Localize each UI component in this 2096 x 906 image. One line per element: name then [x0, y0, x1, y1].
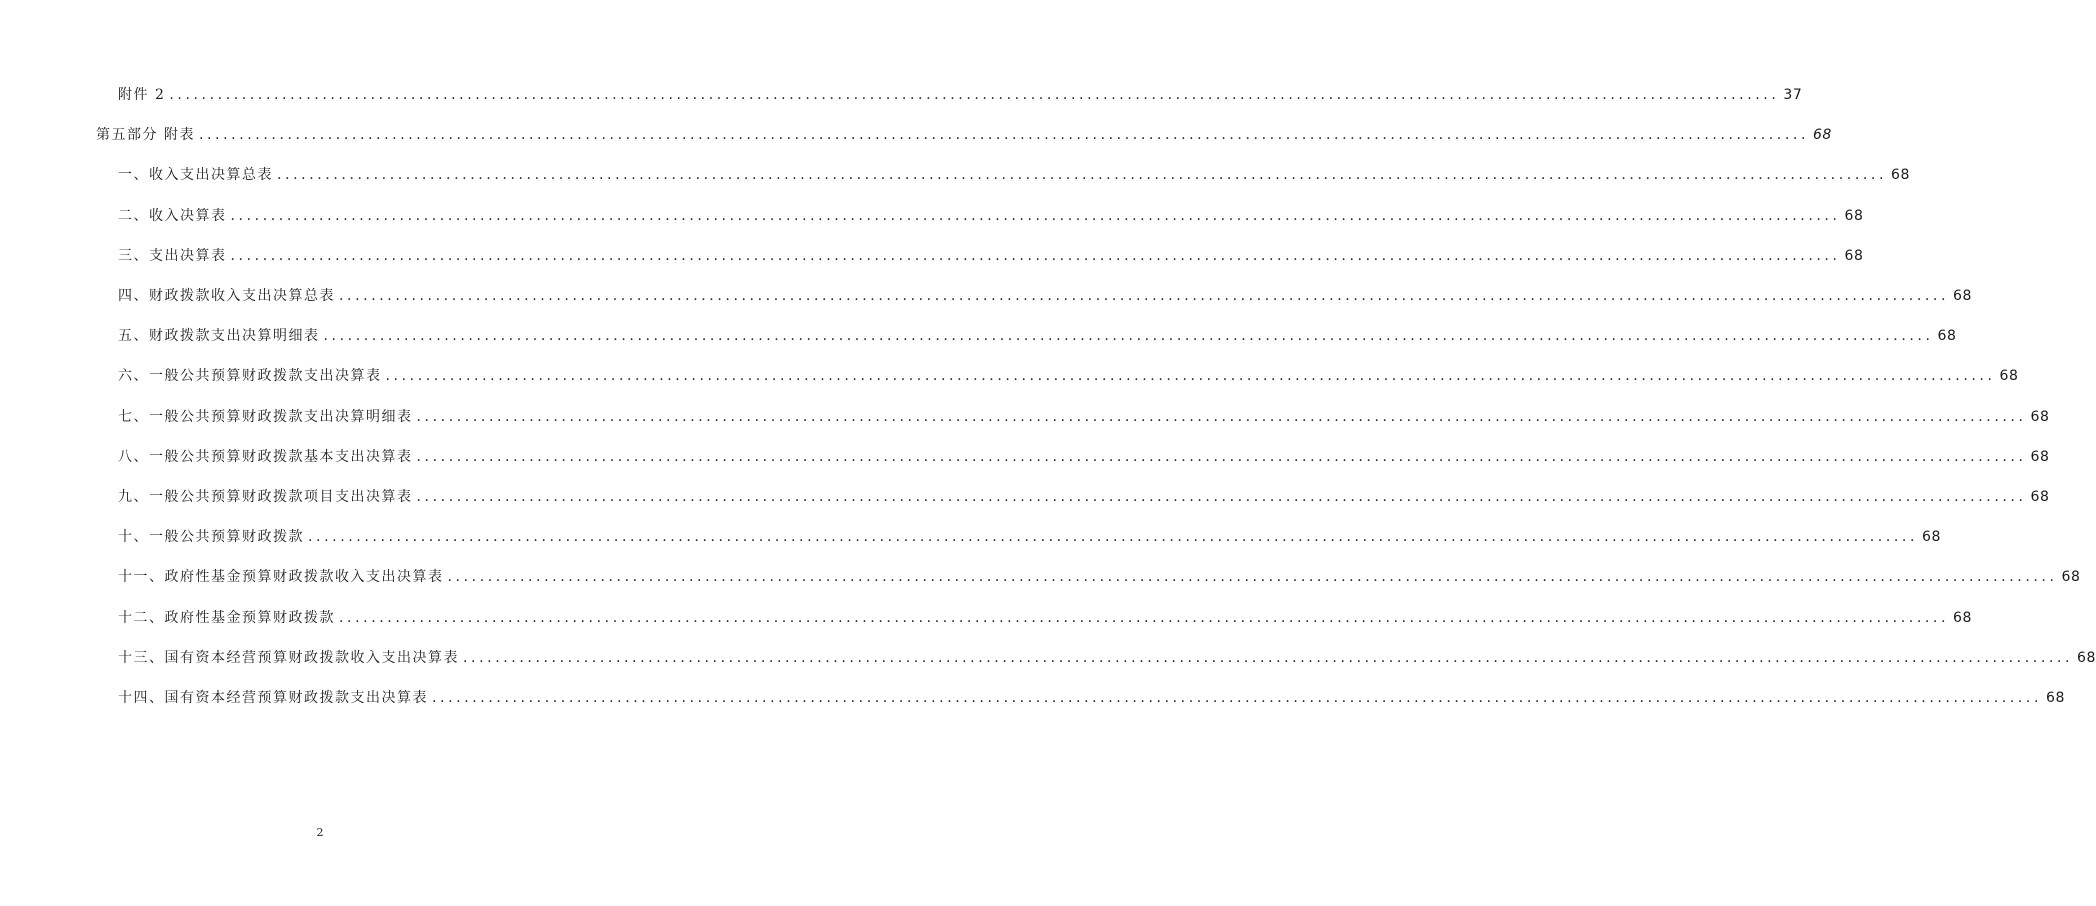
- toc-dot-leader: ........................................................................................................................................................................................................: [385, 368, 1996, 385]
- toc-entry[interactable]: [118, 525, 1941, 549]
- toc-entry-page: 68: [2030, 489, 2050, 505]
- toc-entry[interactable]: [118, 284, 1972, 308]
- toc-entry-label: 十三、国有资本经营预算财政拨款收入支出决算表: [118, 649, 459, 666]
- toc-entry[interactable]: [118, 606, 1972, 630]
- toc-dot-leader: ........................................................................................................................................................................................................: [447, 569, 2058, 586]
- toc-entry-label: 五、财政拨款支出决算明细表: [118, 328, 320, 345]
- toc-entry-label: 七、一般公共预算财政拨款支出决算明细表: [118, 408, 413, 425]
- toc-entry-label: 十、一般公共预算财政拨款: [118, 529, 304, 546]
- toc-entry-label: 第五部分 附表: [96, 127, 195, 144]
- toc-dot-leader: ........................................................................................................................................................................................................: [432, 690, 2043, 706]
- toc-entry[interactable]: [118, 686, 2065, 710]
- toc-entry-page: 37: [1783, 87, 1803, 103]
- toc-entry[interactable]: [118, 163, 1910, 187]
- toc-entry-page: 68: [1937, 328, 1957, 345]
- toc-entry-label: 三、支出决算表: [118, 247, 227, 264]
- toc-entry-label: 二、收入决算表: [118, 207, 227, 224]
- toc-entry-page: 68: [2061, 569, 2081, 586]
- toc-entry[interactable]: [118, 83, 1803, 107]
- toc-dot-leader: ........................................................................................................................................................................................................: [339, 288, 1950, 304]
- toc-entry[interactable]: [118, 204, 1864, 228]
- toc-entry[interactable]: [118, 565, 2081, 589]
- toc-dot-leader: ........................................................................................................................................................................................................: [323, 328, 1934, 345]
- toc-entry-page: 68: [1844, 207, 1864, 224]
- toc-entry-page: 68: [1922, 529, 1941, 546]
- toc-entry[interactable]: [118, 244, 1864, 268]
- toc-entry-page: 68: [2077, 649, 2096, 666]
- toc-entry-page: 68: [1891, 167, 1910, 184]
- toc-entry-label: 十四、国有资本经营预算财政拨款支出决算表: [118, 690, 428, 706]
- toc-entry[interactable]: [96, 123, 1832, 147]
- toc-entry-label: 一、收入支出决算总表: [118, 167, 273, 184]
- toc-entry-label: 八、一般公共预算财政拨款基本支出决算表: [118, 448, 413, 465]
- toc-entry[interactable]: [118, 445, 2050, 469]
- toc-dot-leader: ........................................................................................................................................................................................................: [198, 127, 1809, 144]
- toc-entry-page: 68: [2030, 408, 2050, 425]
- toc-dot-leader: ........................................................................................................................................................................................................: [339, 609, 1950, 626]
- toc-dot-leader: ........................................................................................................................................................................................................: [230, 207, 1841, 224]
- toc-dot-leader: ........................................................................................................................................................................................................: [416, 448, 2027, 465]
- toc-entry-label: 六、一般公共预算财政拨款支出决算表: [118, 368, 382, 385]
- toc-entry-page: 68: [1999, 368, 2019, 385]
- toc-entry[interactable]: [118, 485, 2050, 509]
- toc-entry-label: 四、财政拨款收入支出决算总表: [118, 288, 335, 304]
- toc-entry-label: 九、一般公共预算财政拨款项目支出决算表: [118, 489, 413, 505]
- toc-entry-label: 附件 2: [118, 87, 166, 103]
- toc-entry-page: 68: [1813, 127, 1832, 144]
- toc-entry-page: 68: [1844, 247, 1864, 264]
- toc-dot-leader: ........................................................................................................................................................................................................: [230, 247, 1841, 264]
- toc-dot-leader: ........................................................................................................................................................................................................: [463, 649, 2074, 666]
- toc-dot-leader: ........................................................................................................................................................................................................: [308, 529, 1919, 546]
- toc-entry-label: 十二、政府性基金预算财政拨款: [118, 609, 335, 626]
- toc-entry[interactable]: [118, 324, 1957, 348]
- toc-dot-leader: ........................................................................................................................................................................................................: [416, 408, 2027, 425]
- toc-dot-leader: ........................................................................................................................................................................................................: [416, 489, 2027, 505]
- toc-entry-label: 十一、政府性基金预算财政拨款收入支出决算表: [118, 569, 444, 586]
- toc-dot-leader: ........................................................................................................................................................................................................: [277, 167, 1888, 184]
- toc-entry-page: 68: [1953, 609, 1972, 626]
- toc-entry-page: 68: [2030, 448, 2050, 465]
- toc-entry[interactable]: [118, 364, 2019, 388]
- toc-entry[interactable]: [118, 646, 2096, 670]
- toc-entry-page: 68: [2046, 690, 2065, 706]
- toc-dot-leader: ........................................................................................................................................................................................................: [169, 87, 1780, 103]
- toc-entry-page: 68: [1953, 288, 1972, 304]
- page-number: 2: [316, 826, 324, 839]
- toc-entry[interactable]: [118, 405, 2050, 429]
